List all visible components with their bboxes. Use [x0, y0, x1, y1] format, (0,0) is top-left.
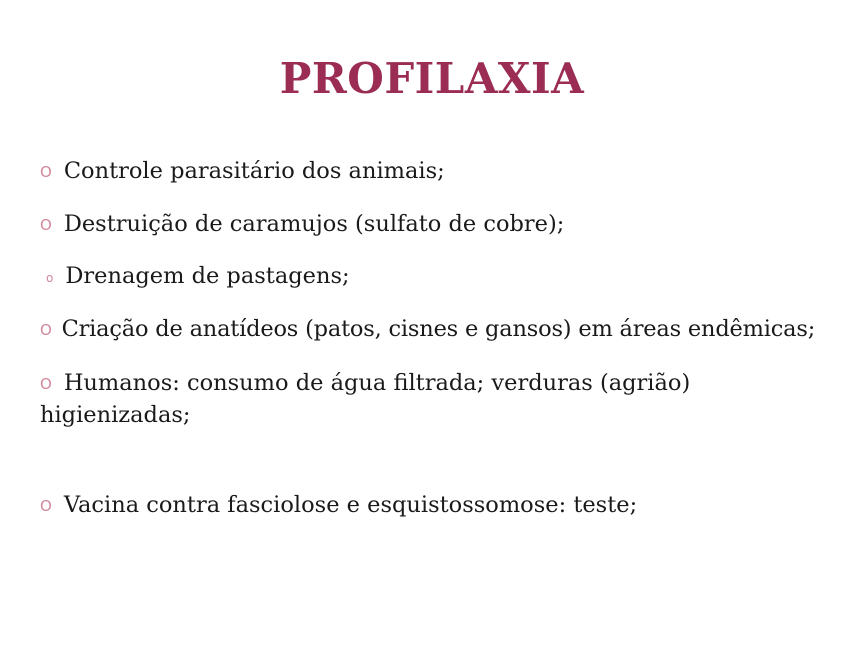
- list-item-text: Humanos: consumo de água filtrada; verduras (agrião) higienizadas;: [40, 370, 691, 428]
- list-item: [40, 314, 860, 346]
- slide-title: PROFILAXIA: [279, 54, 585, 103]
- list-item: [40, 209, 840, 241]
- list-item: [40, 156, 840, 188]
- list-item: [40, 261, 840, 294]
- list-item-text: Destruição de caramujos (sulfato de cobre);: [63, 211, 565, 237]
- bullet-icon: O: [40, 497, 52, 515]
- list-item: [40, 490, 840, 522]
- bullet-icon: O: [40, 321, 52, 339]
- bullet-icon: O: [40, 216, 52, 234]
- list-item-text: Vacina contra fasciolose e esquistossomose: teste;: [63, 492, 638, 518]
- list-item-text: Criação de anatídeos (patos, cisnes e gansos) em áreas endêmicas;: [61, 316, 816, 342]
- bullet-icon: O: [40, 375, 52, 393]
- bullet-icon: o: [46, 271, 54, 285]
- list-item: [40, 368, 710, 431]
- list-item-text: Drenagem de pastagens;: [65, 263, 350, 289]
- bullet-icon: O: [40, 163, 52, 181]
- list-item-text: Controle parasitário dos animais;: [63, 158, 445, 184]
